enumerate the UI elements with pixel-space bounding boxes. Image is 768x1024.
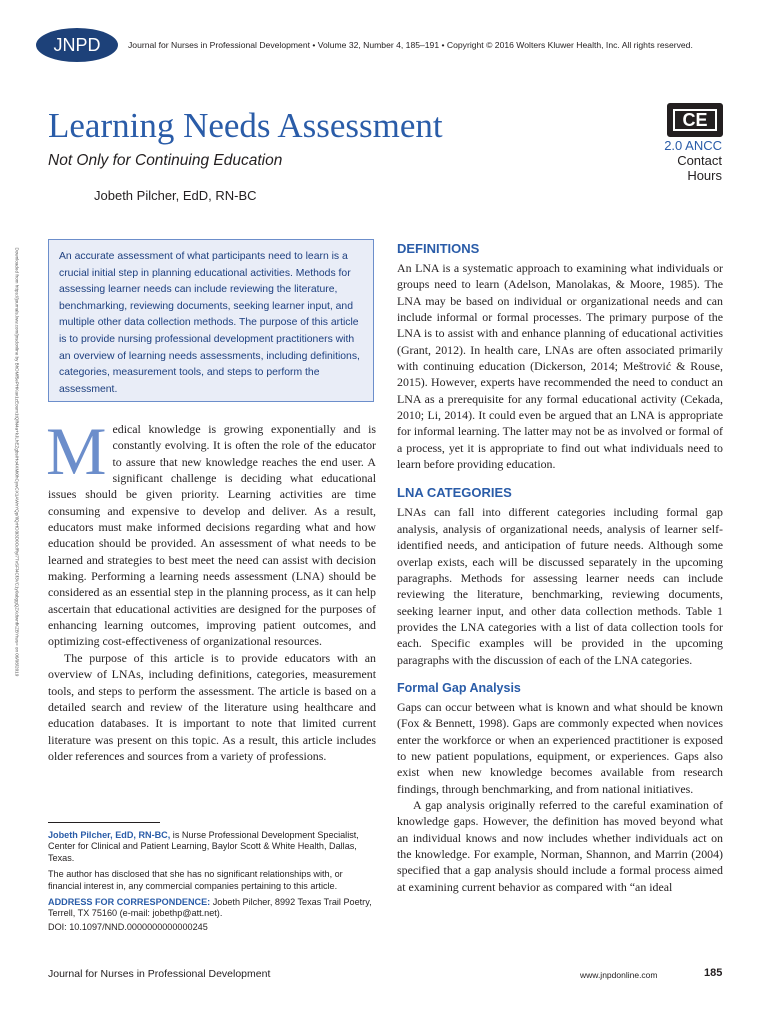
article-author: Jobeth Pilcher, EdD, RN-BC — [94, 188, 257, 203]
intro-text: edical knowledge is growing exponentially and is constantly evolving. It is often the role of the educator to assure that new knowledge reaches the end user. A significant challenge is deciding what educational issues should be given priority. Learning activities are time consuming and expensive to develop and deliver. As a result, educators must make informed decisions regarding what and how education should be provided. An assessment of what needs to be learned and strategies to best meet the need can assist with decision making. Performing a learning needs assessment (LNA) should be considered as an essential step in the planning process, as it can help ascertain that educational activities are designed for the purposes of enhancing learning outcomes, improving patient outcomes, and optimizing cost-effectiveness of organizational resources. — [48, 422, 376, 649]
correspondence-text: Jobeth Pilcher, 8992 Texas Trail Poetry, Terrell, TX 75160 (e-mail: jobethp@att.net). — [48, 897, 372, 919]
footnotes — [48, 830, 378, 938]
author-affiliation-name: Jobeth Pilcher, EdD, RN-BC, — [48, 830, 171, 840]
ce-hours-line3: Hours — [687, 168, 722, 183]
correspondence-label: ADDRESS FOR CORRESPONDENCE: — [48, 897, 211, 908]
ce-hours-line2: Contact — [677, 153, 722, 168]
footer-url[interactable]: www.jnpdonline.com — [580, 970, 658, 980]
body-left-column — [46, 413, 376, 764]
footnote-rule — [48, 822, 160, 823]
author-affiliation — [48, 830, 378, 864]
disclosure: The author has disclosed that she has no significant relationships with, or financial interest in, any commercial companies pertaining to this article. — [48, 869, 343, 891]
ce-badge-label: CE — [673, 109, 717, 131]
subsection-heading-gap: Formal Gap Analysis — [397, 680, 521, 695]
abstract-text: An accurate assessment of what participants need to learn is a crucial initial step in planning educational activities. Methods for assessing learner needs can include reviewing the literature, benchmarking, reviewing documents, seeking learner input, and multiple other data collection methods. The purpose of this article is to provide nursing professional development practitioners with an overview of learning needs assessments, including definitions, categories, measurement tools, and steps to perform the assessment. — [59, 251, 360, 395]
body-right-column — [397, 240, 723, 895]
drop-cap: M — [46, 413, 107, 489]
section-heading-categories: LNA CATEGORIES — [397, 485, 512, 501]
correspondence — [48, 897, 378, 920]
ce-badge — [667, 103, 723, 137]
author-affiliation-text: is Nurse Professional Development Specialist, Center for Clinical and Patient Learning, Baylor Scott & White Health, Dallas, Texas. — [48, 830, 359, 863]
article-title: Learning Needs Assessment — [48, 106, 443, 145]
download-note-text: Downloaded from https://journals.lww.com/jnsdonline by BhDMf5ePHKav1zEoum1tQfN4a+kJLhEZgbsIHo4XMi0hCywCX1AWnYQp/IlQrHD3i3D0OdRyi7TvSFl4Cf3VC1y0abggQZXdtwnfKZBYtws= on 06/08/2019 — [14, 247, 20, 677]
purpose-paragraph: The purpose of this article is to provide educators with an overview of LNAs, including definitions, categories, measurement tools, and steps to perform the assessment. The article is based on a detailed search and review of the literature using healthcare and education databases. It is important to note that limited current literature was present on this topic. As a result, this article includes older references and sources from a variety of professions. — [48, 650, 376, 763]
footer-journal: Journal for Nurses in Professional Development — [48, 968, 271, 980]
section-heading-definitions: DEFINITIONS — [397, 241, 480, 256]
ce-hours-value: 2.0 ANCC — [664, 138, 722, 153]
download-note — [12, 247, 22, 770]
ce-hours — [630, 138, 722, 183]
doi: DOI: 10.1097/NND.0000000000000245 — [48, 921, 208, 932]
article-subtitle: Not Only for Continuing Education — [48, 152, 283, 169]
definitions-paragraph: An LNA is a systematic approach to examining what individuals or groups need to learn (Adelson, Manolakas, & Moore, 1985). The LNA may be based on individual or organizational needs and can include informal or formal processes. The primary purpose of the LNA is to assist with and enhance planning of educational activities (Grant, 2012). In health care, LNAs are often associated primarily with continuing education (Dickerson, 2014; Meštrović & Rouse, 2015). However, experts have recommended the need to conduct an LNA as a prerequisite for any formal educational activity (Cekada, 2010; Li, 2014). It could even be argued that an LNA is appropriate for informal learning. The latter may not be as involved or formal of a process, yet it is appropriate to find out what individuals need to learn before providing education. — [397, 261, 723, 472]
categories-paragraph: LNAs can fall into different categories including formal gap analysis, analysis of organizational needs, analysis of learner self-identified needs, and anticipation of future needs. Although some overlap exists, each will be discussed separately in the upcoming paragraphs. Methods for assessing learner needs can include reviewing the literature, benchmarking, reviewing documents, seeking learner input, and other data collection methods. Table 1 provides the LNA categories with a list of data collection tools for each. Specific examples will be provided in the upcoming paragraphs with the discussion of each of the LNA categories. — [397, 505, 723, 667]
page-number: 185 — [704, 967, 723, 979]
abstract-box — [48, 239, 374, 402]
intro-paragraph — [46, 413, 376, 650]
gap-paragraph-2: A gap analysis originally referred to the careful examination of knowledge gaps. However, the definition has moved beyond what an individual knows and now includes whether individuals act on the knowledge. For example, Norman, Shannon, and Marrin (2004) specified that a gap analysis should include a formal process aimed at examining current behavior as compared with “an ideal — [397, 797, 723, 894]
journal-logo: JNPD — [36, 28, 118, 62]
running-head: Journal for Nurses in Professional Development • Volume 32, Number 4, 185–191 • Copyright © 2016 Wolters Kluwer Health, Inc. All rights reserved. — [128, 40, 693, 50]
gap-paragraph-1: Gaps can occur between what is known and what should be known (Fox & Bennett, 1998). Gaps are commonly expected when novices enter the workforce or when an experienced practitioner is exposed to new patient populations, equipment, or experiences. Gaps also exist when new knowledge becomes available from research findings, through benchmarking, and from national initiatives. — [397, 699, 723, 796]
